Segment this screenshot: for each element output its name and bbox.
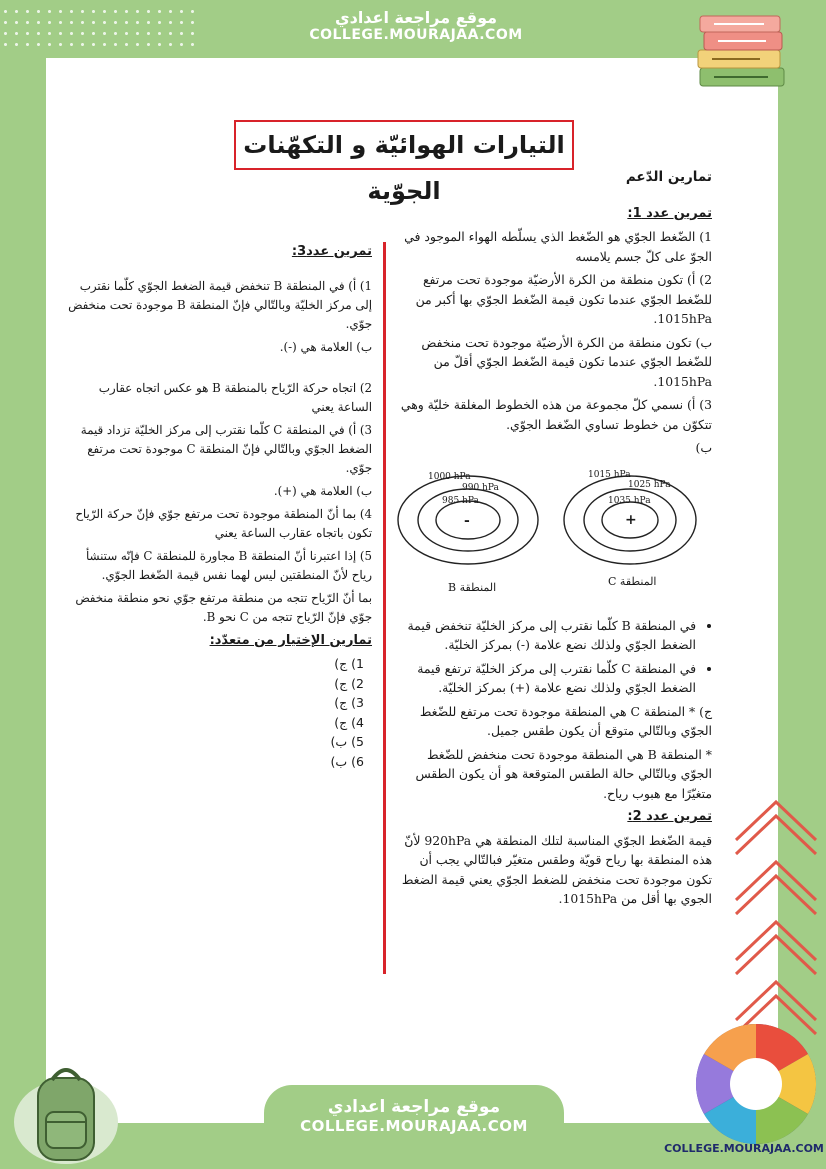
ex3-q4: 4) بما أنّ المنطقة موجودة تحت مرتفع جوّي فإنّ حركة الرّياح تكون باتجاه عقارب الساعة يعني — [75, 507, 372, 540]
mcq-answers — [66, 654, 372, 771]
column-divider — [383, 242, 386, 974]
zone-c-caption: المنطقة C — [608, 574, 657, 588]
zone-b-caption: المنطقة B — [448, 580, 497, 594]
footer-banner[interactable] — [264, 1085, 564, 1169]
dot-pattern — [0, 6, 200, 46]
logo-url[interactable]: COLLEGE.MOURAJAA.COM — [664, 1142, 824, 1155]
ex1-q1: 1) الضّغط الجوّي هو الضّغط الذي يسلّطه الهواء الموجود في الجوّ على كلّ جسم يلامسه — [404, 229, 712, 264]
books-icon — [694, 10, 790, 94]
section-label: تمارين الدّعم — [625, 169, 712, 185]
header-site-url[interactable]: COLLEGE.MOURAJAA.COM — [309, 27, 523, 43]
ex1-q3a: 3) أ) نسمي كلّ مجموعة من هذه الخطوط المغلقة خليّة وهي تتكوّن من خطوط تساوي الضّغط الجوّي. — [400, 397, 712, 432]
chevron-up-icon — [730, 796, 820, 1036]
exercise-3-title: تمرين عدد3: — [291, 244, 372, 259]
list-item: • في المنطقة B كلّما نقترب إلى مركز الخليّة تنخفض قيمة الضغط الجوّي ولذلك نضع علامة (-) بمركز الخليّة. — [392, 616, 696, 655]
ex1-q3c: ج) * المنطقة C هي المنطقة موجودة تحت مرتفع للضّغط الجوّي وبالتّالي متوقع أن يكون طقس جميل. — [419, 703, 712, 738]
mcq-answer: 5) ب) — [330, 734, 364, 749]
isobar-label-c-outer: 1015 hPa — [588, 469, 631, 480]
school-subjects-logo-icon — [694, 1022, 818, 1146]
page-frame-left — [0, 0, 46, 1169]
isobar-label-c-middle: 1025 hPa — [628, 479, 671, 490]
header-banner[interactable] — [296, 0, 536, 58]
footer-site-url[interactable]: COLLEGE.MOURAJAA.COM — [300, 1117, 528, 1135]
ex3-q3b: ب) العلامة هي (+). — [273, 484, 372, 498]
isobar-diagram — [392, 464, 712, 606]
header-site-name: موقع مراجعة اعدادي — [334, 8, 498, 27]
mcq-title: تمارين الإختيار من متعدّد: — [209, 633, 372, 648]
isobar-label-c-inner: 1035 hPa — [608, 495, 651, 506]
left-column — [66, 242, 372, 771]
diagram-explanations — [392, 616, 712, 698]
isobar-label-b-inner: 985 hPa — [442, 495, 479, 506]
mcq-answer: 1) ج) — [334, 656, 364, 671]
mcq-answer: 4) ج) — [334, 714, 364, 730]
ex1-q3c-2: * المنطقة B هي المنطقة موجودة تحت منخفض للضّغط الجوّي وبالتّالي حالة الطقس المتوقعة هو أن يكون الطقس متغيّرًا مع هبوب رياح. — [415, 746, 712, 801]
exercise-2-title: تمرين عدد 2: — [627, 809, 712, 824]
backpack-icon — [12, 1056, 120, 1166]
ex3-q2: 2) اتجاه حركة الرّياح بالمنطقة B هو عكس اتجاه عقارب الساعة يعني — [98, 381, 372, 414]
ex3-q5-conclusion: بما أنّ الرّياح تتجه من منطقة مرتفع جوّي نحو منطقة منخفض جوّي فإنّ الرّياح تتجه من C نحو B. — [75, 591, 372, 624]
ex3-q5: 5) إذا اعتبرنا أنّ المنطقة B مجاورة للمنطقة C فإنّه ستنشأ رياح لأنّ المنطقتين ليس لهما نفس قيمة الضّغط الجوّي. — [85, 549, 372, 582]
exercise-1-title: تمرين عدد 1: — [627, 205, 712, 221]
isobar-label-b-middle: 990 hPa — [462, 482, 499, 493]
list-item: • في المنطقة C كلّما نقترب إلى مركز الخليّة ترتفع قيمة الضغط الجوّي ولذلك نضع علامة (+) بمركز الخليّة. — [392, 659, 696, 698]
mcq-answer: 2) ج) — [334, 675, 364, 691]
right-column — [392, 168, 712, 913]
high-pressure-sign: + — [625, 511, 637, 528]
page-title: التيارات الهوائيّة و التكهّنات الجوّية — [234, 120, 574, 170]
ex3-q3a: 3) أ) في المنطقة C كلّما نقترب إلى مركز الخليّة تزداد قيمة الضغط الجوّي وبالتّالي فإنّ المنطقة C موجودة تحت مرتفع جوّي. — [80, 423, 372, 475]
low-pressure-sign: - — [464, 512, 470, 529]
ex1-q3b: ب) — [695, 440, 712, 455]
mcq-answer: 6) ب) — [330, 753, 364, 769]
footer-site-name: موقع مراجعة اعدادي — [327, 1097, 501, 1117]
ex3-q1b: ب) العلامة هي (-). — [279, 340, 372, 354]
ex1-q2a: 2) أ) تكون منطقة من الكرة الأرضيّة موجودة تحت مرتفع للضّغط الجوّي عندما تكون قيمة الضّغط الجوّي بها أكبر من 1015hPa. — [415, 272, 712, 326]
mcq-answer: 3) ج) — [334, 695, 364, 710]
ex1-q2b: ب) تكون منطقة من الكرة الأرضيّة موجودة تحت منخفض للضّغط الجوّي عندما تكون قيمة الضّغط الجوّي أقلّ من 1015hPa. — [421, 334, 712, 389]
isobar-label-b-outer: 1000 hPa — [428, 471, 471, 482]
ex3-q1a: 1) أ) في المنطقة B تنخفض قيمة الضغط الجوّي كلّما نقترب إلى مركز الخليّة وبالتّالي فإنّ المنطقة B موجودة تحت منخفض جوّي. — [68, 279, 372, 331]
ex2-answer: قيمة الضّغط الجوّي المناسبة لتلك المنطقة هي 920hPa لأنّ هذه المنطقة بها رياح قويّة وطقس متغيّر فبالتّالي يجب أن تكون موجودة تحت منخفض للضغط الجوّي يعني قيمة الضغط الجوي بها أقل من 1015hPa. — [401, 832, 712, 906]
